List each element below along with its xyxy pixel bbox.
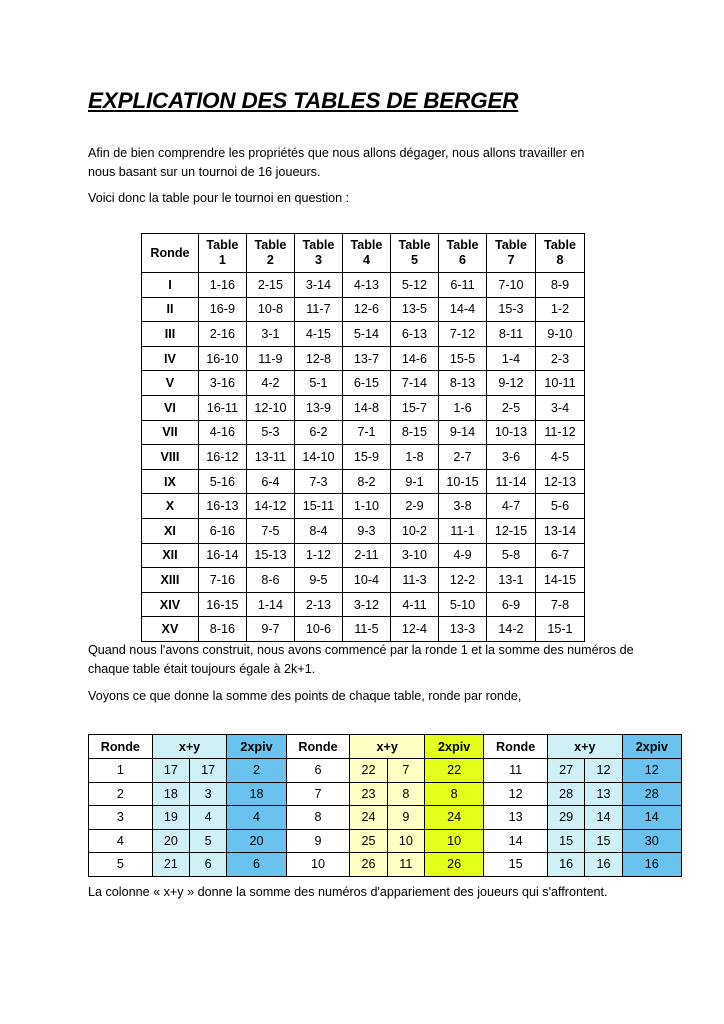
berger-row xyxy=(142,543,585,568)
pairing-cell: 13-14 xyxy=(535,518,584,543)
pairing-cell: 16-15 xyxy=(198,592,246,617)
pairing-cell: 1-10 xyxy=(342,494,390,519)
pairing-cell: 16-9 xyxy=(198,297,246,322)
sum-xy-cell: 19 xyxy=(152,806,189,830)
berger-header-cell: Table 7 xyxy=(487,234,536,273)
pairing-cell: 12-10 xyxy=(246,395,294,420)
sum-xy-cell: 23 xyxy=(350,782,387,806)
intro-paragraph: Afin de bien comprendre les propriétés que nous allons dégager, nous allons travailler en nous basant sur un tournoi de 16 joueurs. xyxy=(88,146,585,179)
pairing-cell: 14-8 xyxy=(342,395,390,420)
pairing-cell: 10-11 xyxy=(535,371,584,396)
pairing-cell: 13-7 xyxy=(342,346,390,371)
pairing-cell: 4-2 xyxy=(246,371,294,396)
pairing-cell: 6-16 xyxy=(198,518,246,543)
pairing-cell: 10-6 xyxy=(294,617,342,642)
pairing-cell: 8-2 xyxy=(342,469,390,494)
sum-round-cell: 10 xyxy=(286,853,350,877)
pairing-cell: 11-3 xyxy=(390,568,438,593)
round-label: III xyxy=(142,322,199,347)
berger-row xyxy=(142,592,585,617)
pairing-cell: 1-14 xyxy=(246,592,294,617)
sum-round-cell: 13 xyxy=(484,806,548,830)
sum-round-cell: 8 xyxy=(286,806,350,830)
pairing-cell: 15-11 xyxy=(294,494,342,519)
sum-header-cell: 2xpiv xyxy=(424,735,483,759)
pairing-cell: 9-3 xyxy=(342,518,390,543)
pairing-cell: 7-16 xyxy=(198,568,246,593)
sum-round-cell: 2 xyxy=(89,782,153,806)
sum-xy-cell: 11 xyxy=(387,853,424,877)
pairing-cell: 9-12 xyxy=(487,371,536,396)
pairing-cell: 15-3 xyxy=(487,297,536,322)
sum-xy-cell: 15 xyxy=(547,829,584,853)
pairing-cell: 12-6 xyxy=(342,297,390,322)
pairing-cell: 14-15 xyxy=(535,568,584,593)
round-label: II xyxy=(142,297,199,322)
round-label: XIV xyxy=(142,592,199,617)
sum-header-cell: x+y xyxy=(547,735,622,759)
round-label: X xyxy=(142,494,199,519)
sum-pivot-cell: 24 xyxy=(424,806,483,830)
sum-xy-cell: 27 xyxy=(547,759,584,783)
pairing-cell: 15-13 xyxy=(246,543,294,568)
pairing-cell: 8-6 xyxy=(246,568,294,593)
pairing-cell: 6-9 xyxy=(487,592,536,617)
sum-header-cell: Ronde xyxy=(286,735,350,759)
sum-pivot-cell: 18 xyxy=(227,782,286,806)
pairing-cell: 3-6 xyxy=(487,445,536,470)
pairing-cell: 11-7 xyxy=(294,297,342,322)
sum-round-cell: 1 xyxy=(89,759,153,783)
sum-xy-cell: 17 xyxy=(152,759,189,783)
sum-pivot-cell: 2 xyxy=(227,759,286,783)
sum-body xyxy=(89,759,682,877)
pairing-cell: 14-10 xyxy=(294,445,342,470)
pairing-cell: 5-6 xyxy=(535,494,584,519)
berger-row xyxy=(142,371,585,396)
pairing-cell: 12-8 xyxy=(294,346,342,371)
sum-header-cell: 2xpiv xyxy=(622,735,681,759)
sum-xy-cell: 4 xyxy=(190,806,227,830)
berger-body xyxy=(142,273,585,642)
sum-row xyxy=(89,829,682,853)
pairing-cell: 7-14 xyxy=(390,371,438,396)
pairing-cell: 12-2 xyxy=(438,568,486,593)
pairing-cell: 8-11 xyxy=(487,322,536,347)
pairing-cell: 1-4 xyxy=(487,346,536,371)
berger-row xyxy=(142,297,585,322)
sum-pivot-cell: 30 xyxy=(622,829,681,853)
sum-header-cell: x+y xyxy=(152,735,227,759)
pairing-cell: 5-8 xyxy=(487,543,536,568)
sum-xy-cell: 13 xyxy=(585,782,622,806)
round-label: IX xyxy=(142,469,199,494)
pairing-cell: 7-8 xyxy=(535,592,584,617)
round-label: VI xyxy=(142,395,199,420)
pairing-cell: 8-9 xyxy=(535,273,584,298)
pairing-cell: 2-15 xyxy=(246,273,294,298)
sum-xy-cell: 26 xyxy=(350,853,387,877)
pairing-cell: 2-16 xyxy=(198,322,246,347)
berger-row xyxy=(142,322,585,347)
pairing-cell: 16-13 xyxy=(198,494,246,519)
pairing-cell: 13-1 xyxy=(487,568,536,593)
round-label: XV xyxy=(142,617,199,642)
pairing-cell: 2-9 xyxy=(390,494,438,519)
berger-row xyxy=(142,494,585,519)
pairing-cell: 13-3 xyxy=(438,617,486,642)
sum-header-cell: Ronde xyxy=(484,735,548,759)
round-label: XI xyxy=(142,518,199,543)
pairing-cell: 2-5 xyxy=(487,395,536,420)
pairing-cell: 3-4 xyxy=(535,395,584,420)
sum-xy-cell: 16 xyxy=(547,853,584,877)
pairing-cell: 4-5 xyxy=(535,445,584,470)
pairing-cell: 4-9 xyxy=(438,543,486,568)
sum-round-cell: 9 xyxy=(286,829,350,853)
intro-paragraph-2: Voici donc la table pour le tournoi en question : xyxy=(88,191,350,205)
sum-xy-cell: 7 xyxy=(387,759,424,783)
pairing-cell: 8-16 xyxy=(198,617,246,642)
pairing-cell: 9-1 xyxy=(390,469,438,494)
pairing-cell: 4-13 xyxy=(342,273,390,298)
pairing-cell: 5-1 xyxy=(294,371,342,396)
pairing-cell: 4-7 xyxy=(487,494,536,519)
sum-pivot-cell: 16 xyxy=(622,853,681,877)
pairing-cell: 9-14 xyxy=(438,420,486,445)
sum-table xyxy=(88,734,682,877)
pairing-cell: 2-7 xyxy=(438,445,486,470)
sum-xy-cell: 28 xyxy=(547,782,584,806)
pairing-cell: 14-2 xyxy=(487,617,536,642)
pairing-cell: 1-12 xyxy=(294,543,342,568)
pairing-cell: 15-7 xyxy=(390,395,438,420)
pairing-cell: 6-4 xyxy=(246,469,294,494)
pairing-cell: 6-2 xyxy=(294,420,342,445)
pairing-cell: 2-3 xyxy=(535,346,584,371)
sum-xy-cell: 6 xyxy=(190,853,227,877)
pairing-cell: 16-11 xyxy=(198,395,246,420)
pairing-cell: 11-12 xyxy=(535,420,584,445)
sum-xy-cell: 25 xyxy=(350,829,387,853)
pairing-cell: 15-9 xyxy=(342,445,390,470)
sum-pivot-cell: 6 xyxy=(227,853,286,877)
sum-row xyxy=(89,782,682,806)
sum-round-cell: 11 xyxy=(484,759,548,783)
pairing-cell: 10-13 xyxy=(487,420,536,445)
sum-pivot-cell: 26 xyxy=(424,853,483,877)
sum-row xyxy=(89,759,682,783)
round-label: V xyxy=(142,371,199,396)
pairing-cell: 10-4 xyxy=(342,568,390,593)
pairing-cell: 4-15 xyxy=(294,322,342,347)
pairing-cell: 9-5 xyxy=(294,568,342,593)
sum-round-cell: 12 xyxy=(484,782,548,806)
sum-xy-cell: 15 xyxy=(585,829,622,853)
sum-xy-cell: 21 xyxy=(152,853,189,877)
page-title: EXPLICATION DES TABLES DE BERGER xyxy=(88,88,519,113)
sum-xy-cell: 18 xyxy=(152,782,189,806)
berger-header-cell: Table 2 xyxy=(246,234,294,273)
pairing-cell: 11-9 xyxy=(246,346,294,371)
sum-xy-cell: 22 xyxy=(350,759,387,783)
berger-row xyxy=(142,568,585,593)
pairing-cell: 11-1 xyxy=(438,518,486,543)
pairing-cell: 3-10 xyxy=(390,543,438,568)
sum-round-cell: 3 xyxy=(89,806,153,830)
pairing-cell: 11-5 xyxy=(342,617,390,642)
sum-pivot-cell: 14 xyxy=(622,806,681,830)
round-label: VII xyxy=(142,420,199,445)
sum-header-row xyxy=(89,735,682,759)
pairing-cell: 1-2 xyxy=(535,297,584,322)
pairing-cell: 13-5 xyxy=(390,297,438,322)
berger-header-cell: Table 3 xyxy=(294,234,342,273)
pairing-cell: 14-12 xyxy=(246,494,294,519)
sum-round-cell: 15 xyxy=(484,853,548,877)
pairing-cell: 14-6 xyxy=(390,346,438,371)
sum-xy-cell: 14 xyxy=(585,806,622,830)
pairing-cell: 9-7 xyxy=(246,617,294,642)
berger-header-cell: Ronde xyxy=(142,234,199,273)
sum-xy-cell: 12 xyxy=(585,759,622,783)
pairing-cell: 12-15 xyxy=(487,518,536,543)
pairing-cell: 4-16 xyxy=(198,420,246,445)
sum-xy-cell: 5 xyxy=(190,829,227,853)
sum-xy-cell: 17 xyxy=(190,759,227,783)
berger-row xyxy=(142,420,585,445)
sum-header-cell: Ronde xyxy=(89,735,153,759)
pairing-cell: 4-11 xyxy=(390,592,438,617)
pairing-cell: 7-5 xyxy=(246,518,294,543)
berger-row xyxy=(142,518,585,543)
pairing-cell: 9-10 xyxy=(535,322,584,347)
berger-header-cell: Table 6 xyxy=(438,234,486,273)
berger-header-cell: Table 5 xyxy=(390,234,438,273)
pairing-cell: 2-11 xyxy=(342,543,390,568)
pairing-cell: 1-8 xyxy=(390,445,438,470)
sum-row xyxy=(89,853,682,877)
berger-row xyxy=(142,617,585,642)
round-label: I xyxy=(142,273,199,298)
pairing-cell: 16-12 xyxy=(198,445,246,470)
pairing-cell: 13-11 xyxy=(246,445,294,470)
pairing-cell: 7-1 xyxy=(342,420,390,445)
round-label: IV xyxy=(142,346,199,371)
round-label: VIII xyxy=(142,445,199,470)
sum-pivot-cell: 20 xyxy=(227,829,286,853)
berger-row xyxy=(142,445,585,470)
berger-header-cell: Table 4 xyxy=(342,234,390,273)
berger-row xyxy=(142,346,585,371)
pairing-cell: 13-9 xyxy=(294,395,342,420)
berger-row xyxy=(142,273,585,298)
berger-header-cell: Table 8 xyxy=(535,234,584,273)
berger-row xyxy=(142,395,585,420)
sum-pivot-cell: 28 xyxy=(622,782,681,806)
sum-round-cell: 4 xyxy=(89,829,153,853)
pairing-cell: 16-10 xyxy=(198,346,246,371)
pairing-cell: 6-7 xyxy=(535,543,584,568)
pairing-cell: 3-16 xyxy=(198,371,246,396)
pairing-cell: 6-11 xyxy=(438,273,486,298)
construction-paragraph: Quand nous l'avons construit, nous avons commencé par la ronde 1 et la somme des numéros de chaque table était toujours égale à 2k+1. xyxy=(88,643,634,676)
sum-intro-paragraph: Voyons ce que donne la somme des points de chaque table, ronde par ronde, xyxy=(88,689,522,703)
pairing-cell: 10-8 xyxy=(246,297,294,322)
pairing-cell: 3-8 xyxy=(438,494,486,519)
sum-round-cell: 5 xyxy=(89,853,153,877)
sum-xy-cell: 29 xyxy=(547,806,584,830)
sum-xy-cell: 16 xyxy=(585,853,622,877)
sum-row xyxy=(89,806,682,830)
pairing-cell: 15-5 xyxy=(438,346,486,371)
sum-header-cell: x+y xyxy=(350,735,425,759)
sum-pivot-cell: 12 xyxy=(622,759,681,783)
sum-xy-cell: 3 xyxy=(190,782,227,806)
pairing-cell: 1-16 xyxy=(198,273,246,298)
round-label: XII xyxy=(142,543,199,568)
sum-xy-cell: 10 xyxy=(387,829,424,853)
pairing-cell: 14-4 xyxy=(438,297,486,322)
pairing-cell: 5-3 xyxy=(246,420,294,445)
pairing-cell: 1-6 xyxy=(438,395,486,420)
pairing-cell: 8-13 xyxy=(438,371,486,396)
sum-xy-cell: 9 xyxy=(387,806,424,830)
berger-table xyxy=(141,233,585,642)
pairing-cell: 8-4 xyxy=(294,518,342,543)
sum-round-cell: 14 xyxy=(484,829,548,853)
berger-header-cell: Table 1 xyxy=(198,234,246,273)
round-label: XIII xyxy=(142,568,199,593)
sum-pivot-cell: 22 xyxy=(424,759,483,783)
column-explanation-paragraph: La colonne « x+y » donne la somme des numéros d'appariement des joueurs qui s'affrontent. xyxy=(88,885,608,899)
pairing-cell: 7-10 xyxy=(487,273,536,298)
pairing-cell: 12-13 xyxy=(535,469,584,494)
pairing-cell: 16-14 xyxy=(198,543,246,568)
pairing-cell: 3-14 xyxy=(294,273,342,298)
berger-header-row xyxy=(142,234,585,273)
pairing-cell: 3-1 xyxy=(246,322,294,347)
pairing-cell: 6-15 xyxy=(342,371,390,396)
sum-pivot-cell: 8 xyxy=(424,782,483,806)
pairing-cell: 5-16 xyxy=(198,469,246,494)
berger-row xyxy=(142,469,585,494)
pairing-cell: 7-12 xyxy=(438,322,486,347)
sum-xy-cell: 20 xyxy=(152,829,189,853)
pairing-cell: 5-12 xyxy=(390,273,438,298)
pairing-cell: 5-14 xyxy=(342,322,390,347)
pairing-cell: 7-3 xyxy=(294,469,342,494)
sum-round-cell: 6 xyxy=(286,759,350,783)
pairing-cell: 5-10 xyxy=(438,592,486,617)
sum-round-cell: 7 xyxy=(286,782,350,806)
sum-xy-cell: 24 xyxy=(350,806,387,830)
pairing-cell: 10-2 xyxy=(390,518,438,543)
pairing-cell: 10-15 xyxy=(438,469,486,494)
sum-pivot-cell: 4 xyxy=(227,806,286,830)
pairing-cell: 15-1 xyxy=(535,617,584,642)
sum-header-cell: 2xpiv xyxy=(227,735,286,759)
pairing-cell: 11-14 xyxy=(487,469,536,494)
pairing-cell: 8-15 xyxy=(390,420,438,445)
pairing-cell: 2-13 xyxy=(294,592,342,617)
pairing-cell: 12-4 xyxy=(390,617,438,642)
sum-xy-cell: 8 xyxy=(387,782,424,806)
pairing-cell: 6-13 xyxy=(390,322,438,347)
sum-pivot-cell: 10 xyxy=(424,829,483,853)
pairing-cell: 3-12 xyxy=(342,592,390,617)
